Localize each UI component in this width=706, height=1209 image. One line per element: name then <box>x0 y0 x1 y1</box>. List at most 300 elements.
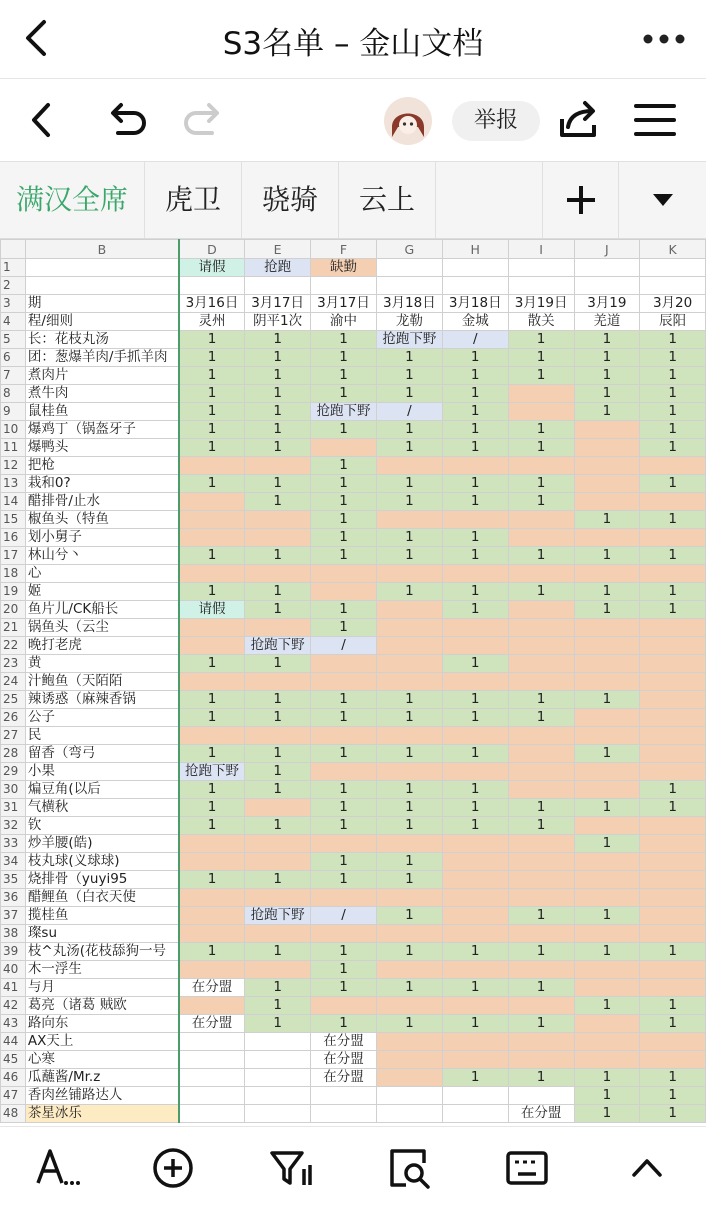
attendance-cell[interactable]: 1 <box>640 997 706 1015</box>
attendance-cell[interactable]: 1 <box>245 997 311 1015</box>
attendance-cell[interactable]: 1 <box>179 331 245 349</box>
attendance-cell[interactable] <box>245 1051 311 1069</box>
attendance-cell[interactable] <box>508 619 574 637</box>
attendance-cell[interactable] <box>442 457 508 475</box>
attendance-cell[interactable] <box>376 637 442 655</box>
attendance-cell[interactable]: 请假 <box>179 259 245 277</box>
attendance-cell[interactable]: 抢跑下野 <box>311 403 377 421</box>
attendance-cell[interactable]: 1 <box>376 1015 442 1033</box>
attendance-cell[interactable]: 1 <box>508 1015 574 1033</box>
attendance-cell[interactable]: 1 <box>442 403 508 421</box>
attendance-cell[interactable]: 1 <box>311 781 377 799</box>
attendance-cell[interactable]: 1 <box>245 547 311 565</box>
column-header[interactable]: G <box>376 240 442 259</box>
attendance-cell[interactable] <box>574 871 640 889</box>
attendance-cell[interactable]: 1 <box>574 385 640 403</box>
attendance-cell[interactable] <box>311 1105 377 1123</box>
attendance-cell[interactable]: 1 <box>311 709 377 727</box>
column-header[interactable]: I <box>508 240 574 259</box>
attendance-cell[interactable] <box>574 925 640 943</box>
attendance-cell[interactable] <box>508 655 574 673</box>
attendance-cell[interactable]: 散关 <box>508 313 574 331</box>
member-name-cell[interactable]: 茶星冰乐 <box>25 1105 178 1123</box>
menu-icon[interactable] <box>632 97 678 143</box>
attendance-cell[interactable]: 1 <box>311 547 377 565</box>
attendance-cell[interactable] <box>245 835 311 853</box>
attendance-cell[interactable] <box>245 1033 311 1051</box>
member-name-cell[interactable]: 与月 <box>25 979 178 997</box>
attendance-cell[interactable]: 1 <box>311 961 377 979</box>
attendance-cell[interactable] <box>376 655 442 673</box>
attendance-cell[interactable] <box>179 961 245 979</box>
attendance-cell[interactable] <box>574 817 640 835</box>
attendance-cell[interactable] <box>574 655 640 673</box>
attendance-cell[interactable] <box>574 637 640 655</box>
attendance-cell[interactable]: 3月19日 <box>508 295 574 313</box>
row-header[interactable]: 42 <box>1 997 26 1015</box>
attendance-cell[interactable]: 1 <box>311 871 377 889</box>
attendance-cell[interactable]: 1 <box>574 1087 640 1105</box>
attendance-cell[interactable] <box>376 1087 442 1105</box>
attendance-cell[interactable] <box>376 259 442 277</box>
attendance-cell[interactable] <box>508 997 574 1015</box>
share-icon[interactable] <box>556 97 602 143</box>
attendance-cell[interactable] <box>640 1033 706 1051</box>
member-name-cell[interactable]: 璨su <box>25 925 178 943</box>
attendance-cell[interactable] <box>245 1105 311 1123</box>
tab-manhan[interactable]: 满汉全席 <box>0 162 145 238</box>
attendance-cell[interactable] <box>574 619 640 637</box>
attendance-cell[interactable] <box>640 925 706 943</box>
attendance-cell[interactable] <box>442 277 508 295</box>
attendance-cell[interactable]: 1 <box>245 331 311 349</box>
member-name-cell[interactable]: 姬 <box>25 583 178 601</box>
attendance-cell[interactable] <box>508 277 574 295</box>
attendance-cell[interactable]: 请假 <box>179 601 245 619</box>
row-header[interactable]: 2 <box>1 277 26 295</box>
attendance-cell[interactable]: 1 <box>311 349 377 367</box>
attendance-cell[interactable]: 1 <box>442 421 508 439</box>
attendance-cell[interactable] <box>311 997 377 1015</box>
attendance-cell[interactable]: 1 <box>574 331 640 349</box>
attendance-cell[interactable]: 辰阳 <box>640 313 706 331</box>
row-header[interactable]: 30 <box>1 781 26 799</box>
attendance-cell[interactable] <box>376 1105 442 1123</box>
attendance-cell[interactable]: 1 <box>574 403 640 421</box>
attendance-cell[interactable] <box>508 565 574 583</box>
member-name-cell[interactable]: 心寒 <box>25 1051 178 1069</box>
attendance-cell[interactable]: 1 <box>311 619 377 637</box>
member-name-cell[interactable]: 团：葱爆羊肉/手抓羊肉 <box>25 349 178 367</box>
attendance-cell[interactable]: 1 <box>179 439 245 457</box>
attendance-cell[interactable] <box>640 979 706 997</box>
attendance-cell[interactable]: 1 <box>376 871 442 889</box>
attendance-cell[interactable] <box>245 853 311 871</box>
attendance-cell[interactable]: 1 <box>442 547 508 565</box>
attendance-cell[interactable] <box>179 529 245 547</box>
row-header[interactable]: 26 <box>1 709 26 727</box>
attendance-cell[interactable]: 1 <box>245 979 311 997</box>
attendance-cell[interactable] <box>442 925 508 943</box>
attendance-cell[interactable]: 1 <box>574 1105 640 1123</box>
attendance-cell[interactable] <box>245 619 311 637</box>
attendance-cell[interactable]: 龙勒 <box>376 313 442 331</box>
attendance-cell[interactable] <box>640 259 706 277</box>
attendance-cell[interactable] <box>311 889 377 907</box>
attendance-cell[interactable] <box>640 691 706 709</box>
attendance-cell[interactable] <box>508 457 574 475</box>
member-name-cell[interactable]: 锅鱼头（云尘 <box>25 619 178 637</box>
attendance-cell[interactable]: 1 <box>376 421 442 439</box>
attendance-cell[interactable] <box>640 835 706 853</box>
row-header[interactable]: 48 <box>1 1105 26 1123</box>
attendance-cell[interactable]: 1 <box>376 547 442 565</box>
attendance-cell[interactable] <box>376 961 442 979</box>
attendance-cell[interactable]: 1 <box>179 799 245 817</box>
collapse-up-icon[interactable] <box>624 1145 670 1191</box>
row-header[interactable]: 45 <box>1 1051 26 1069</box>
attendance-cell[interactable] <box>376 673 442 691</box>
row-header[interactable]: 19 <box>1 583 26 601</box>
attendance-cell[interactable]: 1 <box>442 1015 508 1033</box>
attendance-cell[interactable] <box>376 601 442 619</box>
attendance-cell[interactable] <box>574 889 640 907</box>
attendance-cell[interactable] <box>574 979 640 997</box>
attendance-cell[interactable] <box>574 439 640 457</box>
attendance-cell[interactable] <box>179 1033 245 1051</box>
attendance-cell[interactable] <box>640 1051 706 1069</box>
attendance-cell[interactable]: 1 <box>442 1069 508 1087</box>
attendance-cell[interactable]: 1 <box>376 907 442 925</box>
attendance-cell[interactable]: 1 <box>640 331 706 349</box>
attendance-cell[interactable] <box>640 871 706 889</box>
row-header[interactable]: 5 <box>1 331 26 349</box>
row-header[interactable]: 12 <box>1 457 26 475</box>
attendance-cell[interactable] <box>442 511 508 529</box>
attendance-cell[interactable] <box>640 529 706 547</box>
attendance-cell[interactable] <box>311 727 377 745</box>
member-name-cell[interactable]: 煮肉片 <box>25 367 178 385</box>
attendance-cell[interactable] <box>508 889 574 907</box>
attendance-cell[interactable]: 1 <box>574 349 640 367</box>
attendance-cell[interactable]: 1 <box>442 781 508 799</box>
attendance-cell[interactable]: 1 <box>508 817 574 835</box>
attendance-cell[interactable] <box>442 727 508 745</box>
attendance-cell[interactable]: 1 <box>574 367 640 385</box>
row-header[interactable]: 24 <box>1 673 26 691</box>
attendance-cell[interactable] <box>179 889 245 907</box>
attendance-cell[interactable]: 1 <box>245 475 311 493</box>
attendance-cell[interactable]: 1 <box>508 331 574 349</box>
attendance-cell[interactable] <box>376 277 442 295</box>
attendance-cell[interactable]: 1 <box>179 583 245 601</box>
row-header[interactable]: 25 <box>1 691 26 709</box>
attendance-cell[interactable]: 1 <box>179 871 245 889</box>
member-name-cell[interactable]: 炒羊腰(皓) <box>25 835 178 853</box>
attendance-cell[interactable] <box>245 673 311 691</box>
row-header[interactable]: 27 <box>1 727 26 745</box>
attendance-cell[interactable]: 1 <box>574 547 640 565</box>
row-header[interactable]: 43 <box>1 1015 26 1033</box>
attendance-cell[interactable]: 1 <box>245 709 311 727</box>
attendance-cell[interactable]: 在分盟 <box>311 1051 377 1069</box>
attendance-cell[interactable] <box>640 673 706 691</box>
row-header[interactable]: 32 <box>1 817 26 835</box>
add-sheet-button[interactable] <box>542 162 619 238</box>
attendance-cell[interactable]: 1 <box>574 745 640 763</box>
column-header[interactable]: H <box>442 240 508 259</box>
member-name-cell[interactable]: 留香（弯弓 <box>25 745 178 763</box>
member-name-cell[interactable]: 钦 <box>25 817 178 835</box>
attendance-cell[interactable]: 在分盟 <box>179 979 245 997</box>
attendance-cell[interactable]: 渝中 <box>311 313 377 331</box>
keyboard-icon[interactable] <box>504 1145 550 1191</box>
attendance-cell[interactable] <box>508 871 574 889</box>
row-header[interactable]: 23 <box>1 655 26 673</box>
row-header[interactable]: 41 <box>1 979 26 997</box>
attendance-cell[interactable]: / <box>376 403 442 421</box>
attendance-cell[interactable] <box>640 907 706 925</box>
attendance-cell[interactable] <box>508 961 574 979</box>
attendance-cell[interactable]: 1 <box>442 529 508 547</box>
member-name-cell[interactable]: 栽和0? <box>25 475 178 493</box>
undo-icon[interactable] <box>104 97 150 143</box>
attendance-cell[interactable]: 1 <box>179 421 245 439</box>
attendance-cell[interactable] <box>376 763 442 781</box>
attendance-cell[interactable]: 1 <box>376 943 442 961</box>
member-name-cell[interactable]: 煮牛肉 <box>25 385 178 403</box>
attendance-cell[interactable] <box>179 727 245 745</box>
attendance-cell[interactable]: 羌道 <box>574 313 640 331</box>
attendance-cell[interactable] <box>179 835 245 853</box>
attendance-cell[interactable]: 1 <box>311 691 377 709</box>
attendance-cell[interactable]: 抢跑下野 <box>179 763 245 781</box>
attendance-cell[interactable] <box>179 673 245 691</box>
attendance-cell[interactable] <box>442 1033 508 1051</box>
attendance-cell[interactable]: 1 <box>245 781 311 799</box>
attendance-cell[interactable]: 1 <box>508 421 574 439</box>
attendance-cell[interactable] <box>245 1069 311 1087</box>
attendance-cell[interactable] <box>245 277 311 295</box>
attendance-cell[interactable] <box>376 565 442 583</box>
column-header[interactable]: J <box>574 240 640 259</box>
attendance-cell[interactable] <box>376 727 442 745</box>
member-name-cell[interactable] <box>25 259 178 277</box>
attendance-cell[interactable]: 1 <box>640 583 706 601</box>
member-name-cell[interactable]: 公子 <box>25 709 178 727</box>
attendance-cell[interactable] <box>640 961 706 979</box>
attendance-cell[interactable]: 缺勤 <box>311 259 377 277</box>
member-name-cell[interactable]: 汁鲍鱼（天陌陌 <box>25 673 178 691</box>
attendance-cell[interactable] <box>640 637 706 655</box>
attendance-cell[interactable]: 3月17日 <box>311 295 377 313</box>
member-name-cell[interactable]: 鼠桂鱼 <box>25 403 178 421</box>
report-button[interactable]: 举报 <box>452 101 540 141</box>
attendance-cell[interactable] <box>376 619 442 637</box>
attendance-cell[interactable]: 1 <box>245 421 311 439</box>
row-header[interactable]: 22 <box>1 637 26 655</box>
attendance-cell[interactable] <box>574 475 640 493</box>
attendance-cell[interactable] <box>508 385 574 403</box>
attendance-cell[interactable]: 1 <box>574 601 640 619</box>
attendance-cell[interactable]: 1 <box>245 871 311 889</box>
attendance-cell[interactable]: / <box>311 907 377 925</box>
attendance-cell[interactable]: 1 <box>245 349 311 367</box>
attendance-cell[interactable] <box>245 511 311 529</box>
attendance-cell[interactable]: 1 <box>245 691 311 709</box>
attendance-cell[interactable] <box>508 925 574 943</box>
attendance-cell[interactable] <box>574 493 640 511</box>
attendance-cell[interactable] <box>508 601 574 619</box>
attendance-cell[interactable]: 1 <box>179 745 245 763</box>
attendance-cell[interactable]: 1 <box>574 943 640 961</box>
member-name-cell[interactable]: 小果 <box>25 763 178 781</box>
attendance-cell[interactable]: 1 <box>442 817 508 835</box>
attendance-cell[interactable] <box>508 763 574 781</box>
attendance-cell[interactable]: 1 <box>376 493 442 511</box>
attendance-cell[interactable] <box>640 745 706 763</box>
attendance-cell[interactable] <box>508 1051 574 1069</box>
attendance-cell[interactable] <box>508 529 574 547</box>
attendance-cell[interactable]: 1 <box>376 817 442 835</box>
member-name-cell[interactable]: 民 <box>25 727 178 745</box>
attendance-cell[interactable] <box>442 673 508 691</box>
attendance-cell[interactable] <box>574 259 640 277</box>
attendance-cell[interactable] <box>376 1069 442 1087</box>
sheet-list-button[interactable] <box>618 162 706 238</box>
attendance-cell[interactable] <box>574 421 640 439</box>
attendance-cell[interactable]: 1 <box>179 781 245 799</box>
attendance-cell[interactable] <box>376 1033 442 1051</box>
row-header[interactable]: 14 <box>1 493 26 511</box>
attendance-cell[interactable]: 1 <box>311 745 377 763</box>
attendance-cell[interactable]: 1 <box>442 745 508 763</box>
row-header[interactable]: 31 <box>1 799 26 817</box>
redo-icon[interactable] <box>180 97 226 143</box>
attendance-cell[interactable]: 1 <box>508 547 574 565</box>
row-header[interactable]: 20 <box>1 601 26 619</box>
member-name-cell[interactable]: 把枪 <box>25 457 178 475</box>
attendance-cell[interactable]: 1 <box>311 421 377 439</box>
attendance-cell[interactable] <box>508 673 574 691</box>
attendance-cell[interactable]: 1 <box>442 385 508 403</box>
attendance-cell[interactable] <box>574 727 640 745</box>
attendance-cell[interactable]: 1 <box>574 907 640 925</box>
attendance-cell[interactable]: 1 <box>311 457 377 475</box>
attendance-cell[interactable]: 1 <box>311 601 377 619</box>
attendance-cell[interactable] <box>179 493 245 511</box>
attendance-cell[interactable] <box>640 727 706 745</box>
attendance-cell[interactable] <box>574 673 640 691</box>
member-name-cell[interactable]: 揽桂鱼 <box>25 907 178 925</box>
attendance-cell[interactable]: 1 <box>311 979 377 997</box>
attendance-cell[interactable] <box>574 781 640 799</box>
row-header[interactable]: 28 <box>1 745 26 763</box>
attendance-cell[interactable]: 1 <box>640 403 706 421</box>
attendance-cell[interactable] <box>508 1033 574 1051</box>
attendance-cell[interactable] <box>179 565 245 583</box>
attendance-cell[interactable]: 1 <box>640 1015 706 1033</box>
attendance-cell[interactable] <box>442 565 508 583</box>
attendance-cell[interactable]: 1 <box>640 367 706 385</box>
attendance-cell[interactable]: 1 <box>179 349 245 367</box>
attendance-cell[interactable]: 1 <box>179 475 245 493</box>
attendance-cell[interactable]: 抢跑下野 <box>245 637 311 655</box>
attendance-cell[interactable]: 1 <box>508 439 574 457</box>
attendance-cell[interactable]: 1 <box>245 817 311 835</box>
row-header[interactable]: 1 <box>1 259 26 277</box>
attendance-cell[interactable]: 金城 <box>442 313 508 331</box>
attendance-cell[interactable] <box>179 457 245 475</box>
member-name-cell[interactable]: 长：花枝丸汤 <box>25 331 178 349</box>
attendance-cell[interactable] <box>508 403 574 421</box>
attendance-cell[interactable]: 1 <box>311 1015 377 1033</box>
attendance-cell[interactable]: 1 <box>574 835 640 853</box>
member-name-cell[interactable]: 葛亮（诸葛 贼欧 <box>25 997 178 1015</box>
row-header[interactable]: 11 <box>1 439 26 457</box>
attendance-cell[interactable] <box>442 835 508 853</box>
attendance-cell[interactable]: 1 <box>442 367 508 385</box>
member-name-cell[interactable]: 香肉丝铺路达人 <box>25 1087 178 1105</box>
row-header[interactable]: 33 <box>1 835 26 853</box>
attendance-cell[interactable] <box>179 1051 245 1069</box>
attendance-cell[interactable]: 1 <box>376 691 442 709</box>
attendance-cell[interactable] <box>508 781 574 799</box>
row-header[interactable]: 10 <box>1 421 26 439</box>
attendance-cell[interactable] <box>376 925 442 943</box>
attendance-cell[interactable] <box>640 493 706 511</box>
attendance-cell[interactable] <box>311 277 377 295</box>
row-header[interactable]: 44 <box>1 1033 26 1051</box>
attendance-cell[interactable] <box>508 511 574 529</box>
attendance-cell[interactable] <box>245 457 311 475</box>
attendance-cell[interactable]: 1 <box>376 745 442 763</box>
column-header[interactable]: B <box>25 240 178 259</box>
avatar[interactable] <box>384 97 432 145</box>
attendance-cell[interactable]: 1 <box>245 493 311 511</box>
attendance-cell[interactable] <box>442 1105 508 1123</box>
attendance-cell[interactable] <box>640 817 706 835</box>
member-name-cell[interactable]: 气横秋 <box>25 799 178 817</box>
attendance-cell[interactable]: 1 <box>245 439 311 457</box>
attendance-cell[interactable]: 1 <box>508 493 574 511</box>
attendance-cell[interactable] <box>640 619 706 637</box>
attendance-cell[interactable] <box>574 529 640 547</box>
filter-icon[interactable] <box>268 1145 314 1191</box>
attendance-cell[interactable]: 1 <box>376 529 442 547</box>
attendance-cell[interactable] <box>179 1069 245 1087</box>
attendance-cell[interactable]: 1 <box>640 511 706 529</box>
attendance-cell[interactable]: 1 <box>442 979 508 997</box>
attendance-cell[interactable]: 1 <box>311 943 377 961</box>
attendance-cell[interactable] <box>442 637 508 655</box>
spreadsheet-grid[interactable] <box>0 239 706 1124</box>
attendance-cell[interactable]: 抢跑 <box>245 259 311 277</box>
tab-huwei[interactable]: 虎卫 <box>145 162 242 238</box>
attendance-cell[interactable] <box>442 1087 508 1105</box>
attendance-cell[interactable] <box>311 835 377 853</box>
member-name-cell[interactable]: 晚打老虎 <box>25 637 178 655</box>
attendance-cell[interactable]: 1 <box>245 403 311 421</box>
attendance-cell[interactable]: 1 <box>376 439 442 457</box>
row-header[interactable]: 17 <box>1 547 26 565</box>
attendance-cell[interactable] <box>442 961 508 979</box>
member-name-cell[interactable] <box>25 277 178 295</box>
attendance-cell[interactable] <box>640 853 706 871</box>
attendance-cell[interactable]: 1 <box>179 403 245 421</box>
attendance-cell[interactable] <box>245 529 311 547</box>
attendance-cell[interactable]: 1 <box>245 655 311 673</box>
